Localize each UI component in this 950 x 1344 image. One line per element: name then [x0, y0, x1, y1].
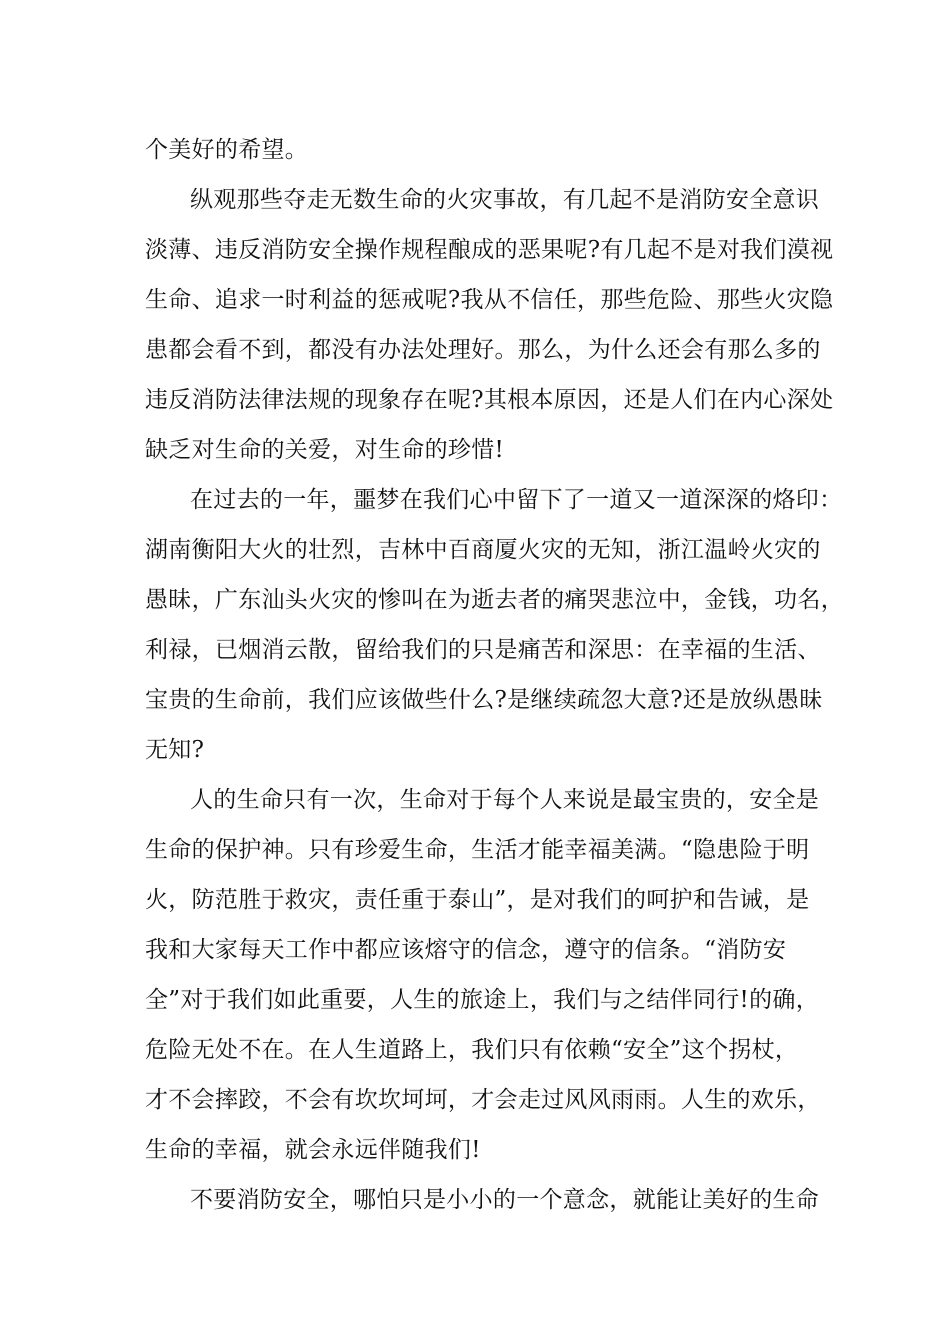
text-line: 火，防范胜于救灾，责任重于泰山”，是对我们的呵护和告诫，是 — [145, 887, 810, 913]
text-line: 患都会看不到，都没有办法处理好。那么，为什么还会有那么多的 — [145, 337, 821, 363]
text-line: 生命的幸福，就会永远伴随我们! — [145, 1137, 481, 1163]
text-line: 生命、追求一时利益的惩戒呢?我从不信任，那些危险、那些火灾隐 — [145, 287, 834, 313]
paragraph-start-line: 人的生命只有一次，生命对于每个人来说是最宝贵的，安全是 — [190, 787, 820, 813]
text-line: 无知? — [145, 737, 205, 763]
text-line: 才不会摔跤，不会有坎坎坷坷，才会走过风风雨雨。人生的欢乐， — [145, 1087, 821, 1113]
text-line: 愚昧，广东汕头火灾的惨叫在为逝去者的痛哭悲泣中，金钱，功名， — [145, 587, 844, 613]
text-line: 缺乏对生命的关爱，对生命的珍惜! — [145, 437, 505, 463]
text-line: 淡薄、违反消防安全操作规程酿成的恶果呢?有几起不是对我们漠视 — [145, 237, 834, 263]
text-line: 危险无处不在。在人生道路上，我们只有依赖“安全”这个拐杖， — [145, 1037, 799, 1063]
paragraph-start-line: 纵观那些夺走无数生命的火灾事故，有几起不是消防安全意识 — [190, 187, 820, 213]
text-line: 宝贵的生命前，我们应该做些什么?是继续疏忽大意?还是放纵愚昧 — [145, 687, 823, 713]
paragraph-start-line: 在过去的一年，噩梦在我们心中留下了一道又一道深深的烙印： — [190, 487, 843, 513]
paragraph-start-line: 不要消防安全，哪怕只是小小的一个意念，就能让美好的生命 — [190, 1187, 820, 1213]
text-line: 违反消防法律法规的现象存在呢?其根本原因，还是人们在内心深处 — [145, 387, 834, 413]
text-line: 个美好的希望。 — [145, 137, 309, 163]
text-line: 全”对于我们如此重要，人生的旅途上，我们与之结伴同行!的确， — [145, 987, 820, 1013]
text-line: 我和大家每天工作中都应该熔守的信念，遵守的信条。“消防安 — [145, 937, 787, 963]
text-line: 湖南衡阳大火的壮烈，吉林中百商厦火灾的无知，浙江温岭火灾的 — [145, 537, 821, 563]
text-line: 生命的保护神。只有珍爱生命，生活才能幸福美满。“隐患险于明 — [145, 837, 810, 863]
text-line: 利禄，已烟消云散，留给我们的只是痛苦和深思：在幸福的生活、 — [145, 637, 821, 663]
